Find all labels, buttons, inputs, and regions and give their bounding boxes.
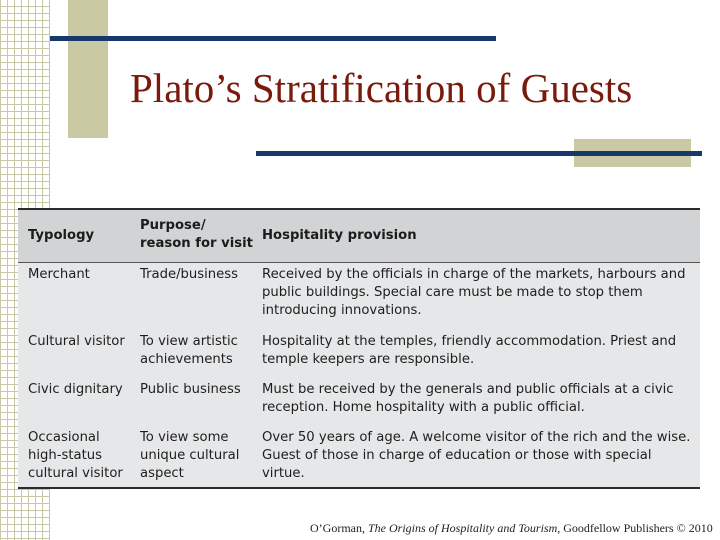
table-header (18, 210, 700, 263)
row-2-provision: Hospitality at the temples, friendly accommodation. Priest and temple keepers are responsible. (262, 334, 677, 367)
citation-work: The Origins of Hospitality and Tourism, (367, 521, 561, 535)
citation-publisher: Goodfellow Publishers © 2010 (563, 521, 713, 535)
row-4-typology: Occasional high-status cultural visitor (28, 430, 123, 481)
row-4-provision: Over 50 years of age. A welcome visitor of the rich and the wise. Guest of those in charge of education or those with special virtue. (262, 430, 691, 481)
row-2-typology: Cultural visitor (28, 334, 125, 349)
bottom-rule (256, 151, 702, 156)
row-1-purpose: Trade/business (140, 267, 239, 282)
header-purpose: Purpose/ reason for visit (140, 218, 253, 251)
row-3-purpose: Public business (140, 382, 241, 397)
header-typology: Typology (28, 228, 95, 243)
top-rule (50, 36, 496, 41)
citation-author: O’Gorman, (310, 521, 365, 535)
header-provision: Hospitality provision (262, 228, 417, 243)
guest-typology-table (18, 208, 700, 489)
row-1-typology: Merchant (28, 267, 90, 282)
accent-block-top (68, 0, 108, 138)
slide-title: Plato’s Stratification of Guests (130, 65, 633, 111)
row-3-typology: Civic dignitary (28, 382, 123, 397)
row-3-provision: Must be received by the generals and public officials at a civic reception. Home hospitality with a public official. (262, 382, 674, 415)
row-4-purpose: To view some unique cultural aspect (140, 430, 240, 481)
row-2-purpose: To view artistic achievements (140, 334, 238, 367)
row-1-provision: Received by the officials in charge of the markets, harbours and public buildings. Special care must be made to stop them introducing innovations. (262, 267, 686, 318)
citation (310, 521, 713, 536)
